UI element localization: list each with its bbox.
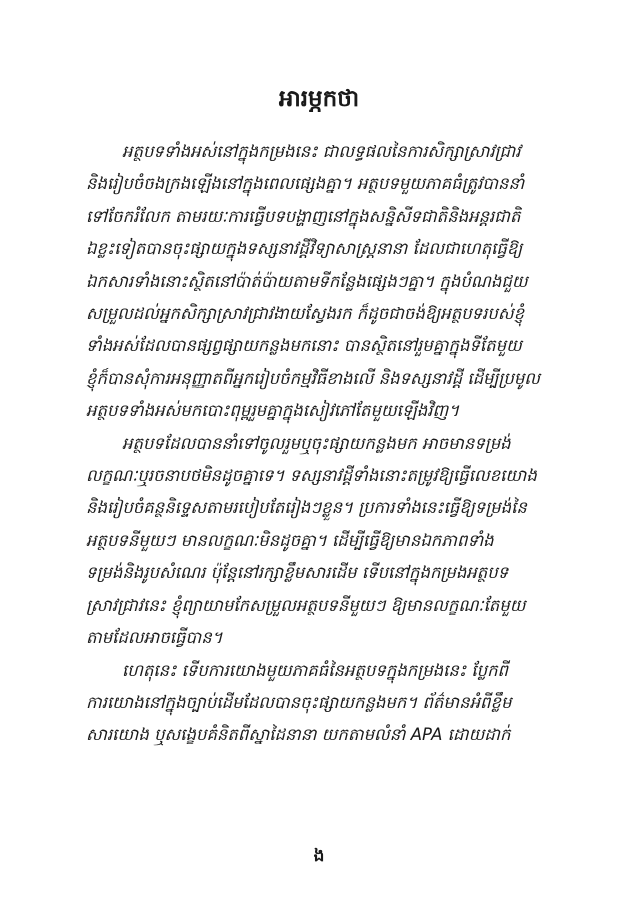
text-line: និងរៀបចំគន្ថនិទ្ទេសតាមរបៀបតែរៀងៗខ្លួន។ ប្រការទាំងនេះធ្វើឱ្យទម្រង់នៃ xyxy=(86,498,527,518)
text-line: អត្ថបទដែលបាននាំទៅចូលរួមឬចុះផ្សាយកន្លងមក អាចមានទម្រង់ xyxy=(122,433,511,453)
text-line: ការយោងនៅក្នុងច្បាប់ដើមដែលបានចុះផ្សាយកន្លងមក។ ព័ត៌មានអំពីខ្លឹម xyxy=(86,692,512,712)
page-title: អារម្ភកថា xyxy=(278,86,360,112)
text-line: និងរៀបចំចងក្រងឡើងនៅក្នុងពេលផ្សេងគ្នា។ អត្ថបទមួយភាគធំត្រូវបាននាំ xyxy=(86,174,525,194)
text-line: ទម្រង់និងរូបសំណេរ ប៉ុន្តែនៅរក្សាខ្លឹមសារដើម ទើបនៅក្នុងកម្រងអត្ថបទ xyxy=(86,563,509,583)
text-line: ហេតុនេះ ទើបការយោងមួយភាគធំនៃអត្ថបទក្នុងកម្រងនេះ ប្លែកពី xyxy=(122,660,509,680)
text-line: ទាំងអស់ដែលបានផ្សព្វផ្សាយកន្លងមកនោះ បានស្ថិតនៅរួមគ្នាក្នុងទីតែមួយ xyxy=(86,336,522,356)
text-line: អត្ថបទទាំងអស់មកបោះពុម្ពរួមគ្នាក្នុងសៀវភៅតែមួយឡើងវិញ។ xyxy=(86,401,460,421)
text-line: អត្ថបទនីមួយៗ មានលក្ខណៈមិនដូចគ្នា។ ដើម្បីធ្វើឱ្យមានឯកភាពទាំង xyxy=(86,530,494,550)
text-line: អត្ថបទទាំងអស់នៅក្នុងកម្រងនេះ ជាលទ្ធផលនៃការសិក្សាស្រាវជ្រាវ xyxy=(122,142,521,161)
text-line: លក្ខណៈឬរចនាបថមិនដូចគ្នាទេ។ ទស្សនាវដ្តីទាំងនោះតម្រូវឱ្យធ្វើលេខយោង xyxy=(86,466,537,486)
paragraph-3 xyxy=(86,655,554,752)
text-line: តាមដែលអាចធ្វើបាន។ xyxy=(86,628,223,648)
text-line: សារយោង ឬសង្ខេបគំនិតពីស្នាដៃនានា យកតាមលំនាំ APA ដោយដាក់ xyxy=(86,725,511,745)
paragraph-1 xyxy=(86,136,554,428)
preface-body xyxy=(86,136,554,752)
text-line: សម្រួលដល់អ្នកសិក្សាស្រាវជ្រាវងាយស្វែងរក ក៏ដូចជាចង់ឱ្យអត្ថបទរបស់ខ្ញុំ xyxy=(86,304,525,324)
text-line: ឯកសារទាំងនោះស្ថិតនៅប៉ាត់ប៉ាយតាមទីកន្លែងផ្សេងៗគ្នា។ ក្នុងបំណងជួយ xyxy=(86,271,528,291)
page-number: ង xyxy=(313,846,325,866)
paragraph-2 xyxy=(86,428,554,655)
text-line: ទៅចែករំលែក តាមរយៈការធ្វើបទបង្ហាញនៅក្នុងសន្និសីទជាតិនិងអន្តរជាតិ xyxy=(86,206,521,226)
text-line: ស្រាវជ្រាវនេះ ខ្ញុំព្យាយាមកែសម្រួលអត្ថបទនីមួយៗ ឱ្យមានលក្ខណៈតែមួយ xyxy=(86,595,526,615)
text-line: ខ្ញុំក៏បានសុំការអនុញ្ញាតពីអ្នករៀបចំកម្មវិធីខាងលើ និងទស្សនាវដ្តី ដើម្បីប្រមូល xyxy=(86,368,541,388)
text-line: ឯខ្លះទៀតបានចុះផ្សាយក្នុងទស្សនាវដ្តីវិទ្យាសាស្ត្រនានា ដែលជាហេតុធ្វើឱ្យ xyxy=(86,239,523,259)
